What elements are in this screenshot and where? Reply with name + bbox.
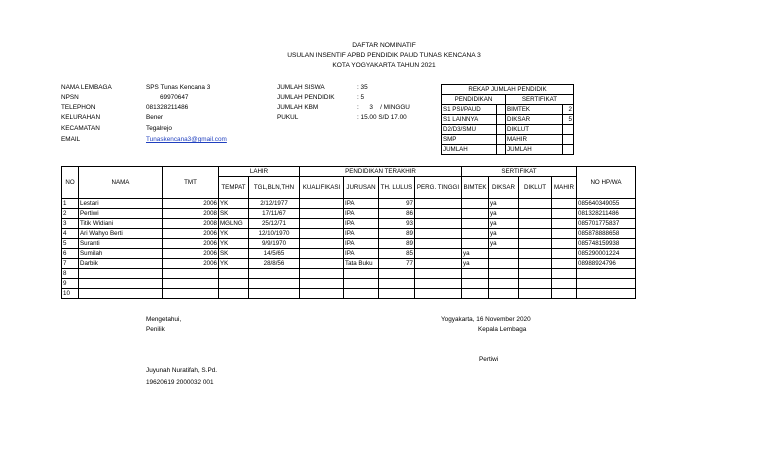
cell-tmt: 2006 <box>163 239 219 249</box>
cell-th-lulus <box>379 279 415 289</box>
cell-kualifikasi <box>300 249 344 259</box>
cell-th-lulus: 89 <box>379 229 415 239</box>
value-npsn: 69970647 <box>160 94 189 101</box>
recap-sertifikat-label: DIKSAR <box>506 115 563 125</box>
educator-table <box>61 166 636 299</box>
cell-mahir <box>552 269 577 279</box>
recap-row <box>442 135 574 145</box>
col-sertifikat: SERTIFIKAT <box>462 167 577 177</box>
cell-nama: Lestari <box>79 199 163 209</box>
cell-tempat <box>219 269 249 279</box>
cell-perg-tinggi <box>415 279 462 289</box>
cell-tmt: 2008 <box>163 219 219 229</box>
cell-jurusan: IPA <box>344 219 379 229</box>
cell-hp: 081328211486 <box>577 209 636 219</box>
cell-diksar <box>489 289 519 299</box>
cell-mahir <box>552 229 577 239</box>
table-row <box>62 269 636 279</box>
recap-pendidikan-label: S1 LAINNYA <box>442 115 497 125</box>
cell-nama <box>79 289 163 299</box>
sign-right-role: Kepala Lembaga <box>478 326 527 333</box>
recap-row <box>442 115 574 125</box>
cell-kualifikasi <box>300 199 344 209</box>
recap-pendidikan-value <box>497 125 506 135</box>
col-lahir: LAHIR <box>219 167 300 177</box>
cell-tmt: 2008 <box>163 209 219 219</box>
sign-left-name: Juyunah Nuratifah, S.Pd. <box>146 367 218 374</box>
col-nama: NAMA <box>79 167 163 199</box>
cell-kualifikasi <box>300 209 344 219</box>
cell-jurusan: IPA <box>344 199 379 209</box>
cell-nama: Darbik <box>79 259 163 269</box>
cell-nama: Titik Widiani <box>79 219 163 229</box>
cell-tmt: 2006 <box>163 249 219 259</box>
cell-jurusan: IPA <box>344 209 379 219</box>
cell-bimtek: ya <box>462 249 489 259</box>
cell-jurusan <box>344 289 379 299</box>
sign-left-known: Mengetahui, <box>146 316 182 323</box>
cell-hp <box>577 279 636 289</box>
label-pukul: PUKUL <box>277 114 299 121</box>
cell-diklut <box>519 259 552 269</box>
col-diksar: DIKSAR <box>489 177 519 199</box>
cell-th-lulus <box>379 269 415 279</box>
label-jumlah-siswa: JUMLAH SISWA <box>277 84 325 91</box>
recap-sertifikat-label: JUMLAH <box>506 145 563 155</box>
cell-tgl: 2/12/1977 <box>249 199 300 209</box>
cell-kualifikasi <box>300 289 344 299</box>
value-jumlah-kbm: : 3 / MINGGU <box>357 104 410 111</box>
cell-nama <box>79 269 163 279</box>
recap-sertifikat-label: MAHIR <box>506 135 563 145</box>
cell-nama: Sumilah <box>79 249 163 259</box>
cell-hp: 085701775837 <box>577 219 636 229</box>
cell-nama: Pertiwi <box>79 209 163 219</box>
cell-diksar <box>489 279 519 289</box>
cell-diklut <box>519 209 552 219</box>
cell-perg-tinggi <box>415 209 462 219</box>
value-jumlah-siswa: : 35 <box>357 84 368 91</box>
table-row <box>62 229 636 239</box>
cell-tmt <box>163 269 219 279</box>
cell-hp: 08988924796 <box>577 259 636 269</box>
cell-mahir <box>552 219 577 229</box>
sign-right-place-date: Yogyakarta, 16 November 2020 <box>441 316 531 323</box>
value-pukul: : 15.00 S/D 17.00 <box>357 114 407 121</box>
cell-jurusan: Tata Buku <box>344 259 379 269</box>
cell-kualifikasi <box>300 279 344 289</box>
label-nama-lembaga: NAMA LEMBAGA <box>61 84 112 91</box>
cell-tmt <box>163 279 219 289</box>
recap-title: REKAP JUMLAH PENDIDIK <box>442 85 574 95</box>
recap-col-pendidikan: PENDIDIKAN <box>442 95 506 105</box>
recap-sertifikat-value <box>563 135 574 145</box>
cell-bimtek <box>462 239 489 249</box>
cell-diksar <box>489 269 519 279</box>
cell-perg-tinggi <box>415 219 462 229</box>
col-hp: NO HP/WA <box>577 167 636 199</box>
col-tgl: TGL,BLN,THN <box>249 177 300 199</box>
email-link[interactable]: Tunaskencana3@gmail.com <box>146 136 227 143</box>
col-mahir: MAHIR <box>552 177 577 199</box>
cell-tempat: YK <box>219 199 249 209</box>
recap-sertifikat-value: 2 <box>563 105 574 115</box>
value-telephon: 081328211486 <box>146 104 189 111</box>
cell-tmt: 2006 <box>163 229 219 239</box>
cell-tempat: MGLNG <box>219 219 249 229</box>
cell-diksar: ya <box>489 239 519 249</box>
recap-row <box>442 145 574 155</box>
cell-th-lulus: 93 <box>379 219 415 229</box>
col-kualifikasi: KUALIFIKASI <box>300 177 344 199</box>
cell-tmt: 2006 <box>163 199 219 209</box>
recap-sertifikat-value <box>563 125 574 135</box>
cell-tgl: 28/8/56 <box>249 259 300 269</box>
recap-pendidikan-label: SMP <box>442 135 497 145</box>
cell-diklut <box>519 229 552 239</box>
col-perg-tinggi: PERG. TINGGI <box>415 177 462 199</box>
doc-title: DAFTAR NOMINATIF <box>352 42 416 49</box>
sign-left-role: Penilik <box>146 326 165 333</box>
doc-subtitle: USULAN INSENTIF APBD PENDIDIK PAUD TUNAS KENCANA 3 <box>287 52 481 59</box>
cell-mahir <box>552 249 577 259</box>
cell-th-lulus: 89 <box>379 239 415 249</box>
cell-no: 1 <box>62 199 79 209</box>
cell-tempat <box>219 279 249 289</box>
recap-pendidikan-value <box>497 145 506 155</box>
cell-diksar: ya <box>489 229 519 239</box>
cell-diksar <box>489 249 519 259</box>
recap-table <box>441 84 574 155</box>
cell-bimtek: ya <box>462 259 489 269</box>
cell-diklut <box>519 219 552 229</box>
cell-bimtek <box>462 219 489 229</box>
cell-hp: 085748159938 <box>577 239 636 249</box>
cell-nama: Suranti <box>79 239 163 249</box>
label-telephon: TELEPHON <box>61 104 96 111</box>
recap-col-sertifikat: SERTIFIKAT <box>506 95 574 105</box>
cell-kualifikasi <box>300 259 344 269</box>
cell-bimtek <box>462 279 489 289</box>
cell-no: 8 <box>62 269 79 279</box>
cell-mahir <box>552 209 577 219</box>
table-row <box>62 209 636 219</box>
cell-tgl: 9/9/1970 <box>249 239 300 249</box>
recap-row <box>442 125 574 135</box>
cell-tmt: 2006 <box>163 259 219 269</box>
cell-th-lulus: 85 <box>379 249 415 259</box>
cell-tgl <box>249 269 300 279</box>
cell-bimtek <box>462 229 489 239</box>
cell-tempat <box>219 289 249 299</box>
cell-no: 4 <box>62 229 79 239</box>
cell-diklut <box>519 249 552 259</box>
cell-mahir <box>552 259 577 269</box>
table-row <box>62 219 636 229</box>
value-kecamatan: Tegalrejo <box>146 125 172 132</box>
cell-perg-tinggi <box>415 249 462 259</box>
cell-mahir <box>552 239 577 249</box>
cell-tempat: YK <box>219 259 249 269</box>
cell-no: 2 <box>62 209 79 219</box>
sign-left-nip: 19620619 2000032 001 <box>146 379 214 386</box>
cell-th-lulus: 86 <box>379 209 415 219</box>
cell-perg-tinggi <box>415 199 462 209</box>
label-jumlah-kbm: JUMLAH KBM <box>277 104 319 111</box>
cell-tgl <box>249 289 300 299</box>
cell-th-lulus: 97 <box>379 199 415 209</box>
cell-hp: 085290001224 <box>577 249 636 259</box>
cell-tgl: 12/10/1970 <box>249 229 300 239</box>
recap-sertifikat-label: BIMTEK <box>506 105 563 115</box>
cell-kualifikasi <box>300 239 344 249</box>
table-row <box>62 259 636 269</box>
cell-tgl <box>249 279 300 289</box>
cell-tgl: 17/11/67 <box>249 209 300 219</box>
cell-hp: 085878888658 <box>577 229 636 239</box>
cell-kualifikasi <box>300 269 344 279</box>
col-bimtek: BIMTEK <box>462 177 489 199</box>
cell-diksar: ya <box>489 219 519 229</box>
cell-no: 10 <box>62 289 79 299</box>
table-row <box>62 249 636 259</box>
col-no: NO <box>62 167 79 199</box>
cell-jurusan: IPA <box>344 249 379 259</box>
recap-sertifikat-label: DIKLUT <box>506 125 563 135</box>
label-kecamatan: KECAMATAN <box>61 125 100 132</box>
cell-diklut <box>519 239 552 249</box>
cell-mahir <box>552 199 577 209</box>
cell-perg-tinggi <box>415 229 462 239</box>
cell-no: 5 <box>62 239 79 249</box>
cell-jurusan: IPA <box>344 239 379 249</box>
cell-perg-tinggi <box>415 289 462 299</box>
col-tmt: TMT <box>163 167 219 199</box>
label-email: EMAIL <box>61 136 81 143</box>
recap-pendidikan-value <box>497 115 506 125</box>
cell-mahir <box>552 289 577 299</box>
col-jurusan: JURUSAN <box>344 177 379 199</box>
cell-tempat: YK <box>219 229 249 239</box>
cell-bimtek <box>462 289 489 299</box>
cell-jurusan: IPA <box>344 229 379 239</box>
cell-mahir <box>552 279 577 289</box>
cell-tgl: 14/5/65 <box>249 249 300 259</box>
cell-perg-tinggi <box>415 259 462 269</box>
cell-tgl: 25/12/71 <box>249 219 300 229</box>
value-nama-lembaga: SPS Tunas Kencana 3 <box>146 84 211 91</box>
cell-nama: Ari Wahyo Berti <box>79 229 163 239</box>
sign-right-name: Pertiwi <box>479 356 499 363</box>
cell-bimtek <box>462 199 489 209</box>
cell-nama <box>79 279 163 289</box>
cell-no: 9 <box>62 279 79 289</box>
cell-tempat: SK <box>219 209 249 219</box>
label-jumlah-pendidik: JUMLAH PENDIDIK <box>277 94 335 101</box>
cell-kualifikasi <box>300 229 344 239</box>
recap-pendidikan-value <box>497 105 506 115</box>
cell-no: 7 <box>62 259 79 269</box>
cell-diksar <box>489 259 519 269</box>
recap-pendidikan-label: JUMLAH <box>442 145 497 155</box>
col-tempat: TEMPAT <box>219 177 249 199</box>
label-kelurahan: KELURAHAN <box>61 114 101 121</box>
cell-diklut <box>519 269 552 279</box>
cell-no: 3 <box>62 219 79 229</box>
cell-perg-tinggi <box>415 239 462 249</box>
cell-tempat: YK <box>219 239 249 249</box>
col-pendidikan-terakhir: PENDIDIKAN TERAKHIR <box>300 167 462 177</box>
cell-bimtek <box>462 269 489 279</box>
recap-pendidikan-value <box>497 135 506 145</box>
cell-th-lulus <box>379 289 415 299</box>
col-th-lulus: TH. LULUS <box>379 177 415 199</box>
recap-sertifikat-value <box>563 145 574 155</box>
cell-jurusan <box>344 279 379 289</box>
cell-perg-tinggi <box>415 269 462 279</box>
cell-no: 6 <box>62 249 79 259</box>
value-kelurahan: Bener <box>146 114 164 121</box>
cell-bimtek <box>462 209 489 219</box>
label-npsn: NPSN <box>61 94 79 101</box>
cell-jurusan <box>344 269 379 279</box>
col-diklut: DIKLUT <box>519 177 552 199</box>
cell-tempat: SK <box>219 249 249 259</box>
table-row <box>62 289 636 299</box>
value-jumlah-pendidik: : 5 <box>357 94 365 101</box>
table-row <box>62 239 636 249</box>
cell-diklut <box>519 289 552 299</box>
table-row <box>62 279 636 289</box>
cell-diksar: ya <box>489 199 519 209</box>
cell-diklut <box>519 279 552 289</box>
cell-hp <box>577 269 636 279</box>
doc-city-year: KOTA YOGYAKARTA TAHUN 2021 <box>332 62 436 69</box>
table-row <box>62 199 636 209</box>
cell-th-lulus: 77 <box>379 259 415 269</box>
cell-kualifikasi <box>300 219 344 229</box>
cell-tmt <box>163 289 219 299</box>
recap-row <box>442 105 574 115</box>
cell-hp <box>577 289 636 299</box>
recap-pendidikan-label: S1 PSI/PAUD <box>442 105 497 115</box>
cell-diksar: ya <box>489 209 519 219</box>
cell-diklut <box>519 199 552 209</box>
cell-hp: 085640349055 <box>577 199 636 209</box>
recap-pendidikan-label: D2/D3/SMU <box>442 125 497 135</box>
recap-sertifikat-value: 5 <box>563 115 574 125</box>
